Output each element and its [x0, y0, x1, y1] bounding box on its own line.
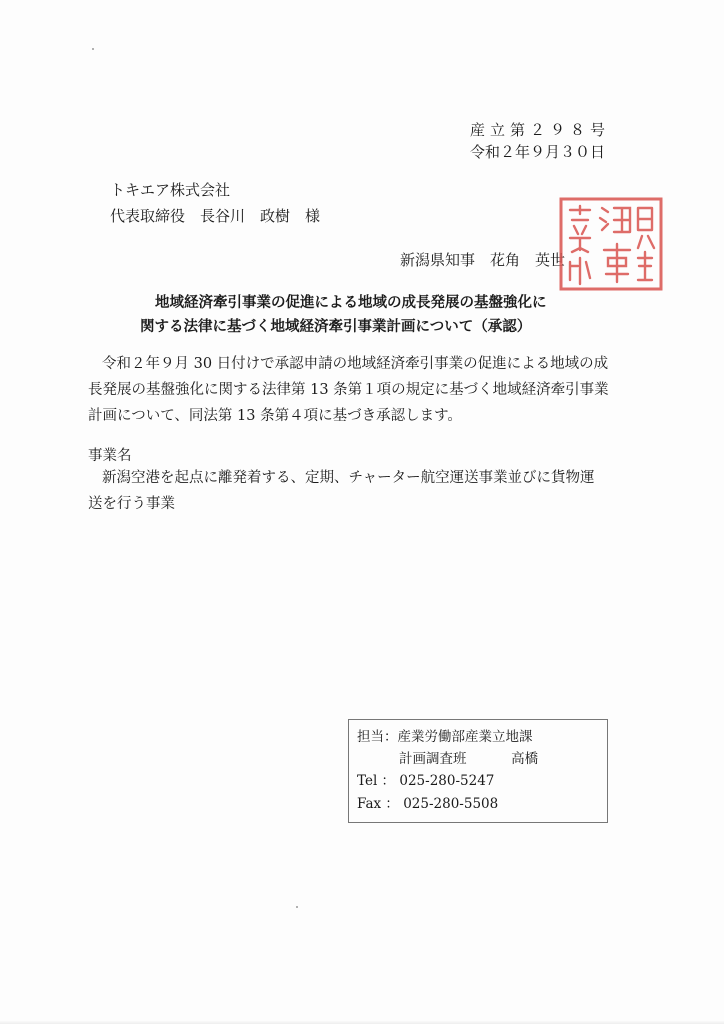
body-line-3: 計画について、同法第 13 条第４項に基づき承認します。 [88, 408, 462, 424]
contact-label: 担当： [357, 729, 398, 745]
contact-department: 産業労働部産業立地課 [397, 729, 533, 745]
body-line-1: 令和２年９月 30 日付けで承認申請の地域経済牽引事業の促進による地域の成 [102, 356, 609, 372]
body-line-2: 長発展の基盤強化に関する法律第 13 条第１項の規定に基づく地域経済牽引事業 [88, 382, 609, 398]
title-line-2: 関する法律に基づく地域経済牽引事業計画について（承認） [140, 319, 532, 335]
contact-section: 計画調査班 [399, 751, 467, 767]
scan-speck [92, 48, 94, 50]
scan-edge [0, 1020, 724, 1024]
sender-name: 新潟県知事 花角 英世 [400, 251, 566, 269]
contact-person: 高橋 [511, 751, 539, 767]
contact-fax: 025-280-5508 [403, 796, 499, 812]
project-line-1: 新潟空港を起点に離発着する、定期、チャーター航空運送事業並びに貨物運 [102, 470, 595, 486]
scan-speck [296, 906, 298, 908]
official-seal-stamp [558, 196, 664, 292]
title-line-1: 地域経済牽引事業の促進による地域の成長発展の基盤強化に [155, 295, 547, 311]
recipient-company: トキエア株式会社 [110, 181, 231, 199]
contact-box [348, 719, 608, 823]
project-line-2: 送を行う事業 [88, 496, 175, 512]
recipient-person: 代表取締役 長谷川 政樹 様 [110, 207, 321, 225]
doc-number: 産立第２９８号 [470, 121, 611, 139]
contact-tel: 025-280-5247 [399, 773, 495, 789]
doc-date: 令和２年９月３０日 [470, 143, 606, 161]
project-heading: 事業名 [88, 448, 132, 464]
contact-tel-label: Tel ： [357, 773, 396, 789]
contact-fax-label: Fax ： [357, 796, 399, 812]
